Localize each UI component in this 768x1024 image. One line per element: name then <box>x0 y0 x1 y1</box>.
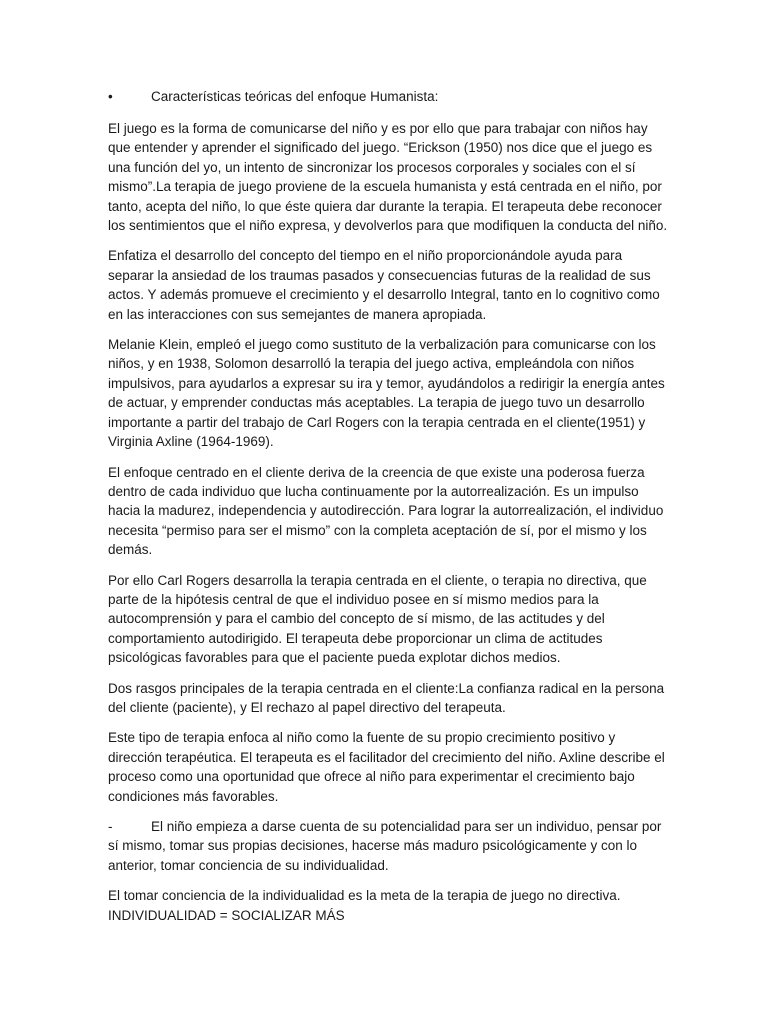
paragraph-melanie-klein: Melanie Klein, empleó el juego como sustituto de la verbalización para comunicarse con los niños, y en 1938, Solomon desarrolló la terapia del juego activa, empleándola con niños impulsivos, para ayudarlos a expresar su ira y temor, ayudándolos a redirigir la energía antes de actuar, y emprender conductas más aceptables. La terapia de juego tuvo un desarrollo importante a partir del trabajo de Carl Rogers con la terapia centrada en el cliente(1951) y Virginia Axline (1964-1969). <box>108 337 665 450</box>
closing-text: El tomar conciencia de la individualidad es la meta de la terapia de juego no directiva. <box>108 888 621 904</box>
paragraph-juego-comunicacion: El juego es la forma de comunicarse del niño y es por ello que para trabajar con niños hay que entender y aprender el significado del juego. “Erickson (1950) nos dice que el juego es una función del yo, un intento de sincronizar los procesos corporales y sociales con el sí mismo”.La terapia de juego proviene de la escuela humanista y está centrada en el niño, por tanto, acepta del niño, lo que éste quiera dar durante la terapia. El terapeuta debe reconocer los sentimientos que el niño expresa, y devolverlos para que modifiquen la conducta del niño. <box>108 121 668 234</box>
paragraph-dos-rasgos: Dos rasgos principales de la terapia centrada en el cliente:La confianza radical en la persona del cliente (paciente), y El rechazo al papel directivo del terapeuta. <box>108 680 665 715</box>
paragraph-closing <box>108 886 668 925</box>
section-heading-text: Características teóricas del enfoque Humanista: <box>151 89 439 104</box>
document-page <box>108 87 668 936</box>
paragraph-concepto-tiempo: Enfatiza el desarrollo del concepto del tiempo en el niño proporcionándole ayuda para separar la ansiedad de los traumas pasados y consecuencias futuras de la realidad de sus actos. Y además promueve el crecimiento y el desarrollo Integral, tanto en lo cognitivo como en las interacciones con sus semejantes de manera apropiada. <box>108 248 660 322</box>
bullet-marker: • <box>108 89 113 104</box>
closing-formula: INDIVIDUALIDAD = SOCIALIZAR MÁS <box>108 907 345 923</box>
paragraph-enfoque-cliente: El enfoque centrado en el cliente deriva de la creencia de que existe una poderosa fuerza dentro de cada individuo que lucha continuamente por la autorrealización. Es un impulso hacia la madurez, independencia y autodirección. Para lograr la autorrealización, el individuo necesita “permiso para ser el mismo” con la completa aceptación de sí, por el mismo y los demás. <box>108 464 664 558</box>
dash-marker: - <box>108 819 113 834</box>
paragraph-carl-rogers: Por ello Carl Rogers desarrolla la terapia centrada en el cliente, o terapia no directiva, que parte de la hipótesis central de que el individuo posee en sí mismo medios para la autocomprensión y para el cambio del concepto de sí mismo, de las actitudes y del comportamiento autodirigido. El terapeuta debe proporcionar un clima de actitudes psicológicas favorables para que el paciente pueda explotar dichos medios. <box>108 572 647 666</box>
dash-list-item <box>108 817 668 875</box>
paragraph-tipo-terapia: Este tipo de terapia enfoca al niño como la fuente de su propio crecimiento positivo y dirección terapéutica. El terapeuta es el facilitador del crecimiento del niño. Axline describe el proceso como una oportunidad que ofrece al niño para experimentar el crecimiento bajo condiciones más favorables. <box>108 730 665 804</box>
section-heading <box>108 87 668 106</box>
dash-list-item-text: El niño empieza a darse cuenta de su potencialidad para ser un individuo, pensar por sí mismo, tomar sus propias decisiones, hacerse más maduro psicológicamente y con lo anterior, tomar conciencia de su individualidad. <box>108 819 662 873</box>
